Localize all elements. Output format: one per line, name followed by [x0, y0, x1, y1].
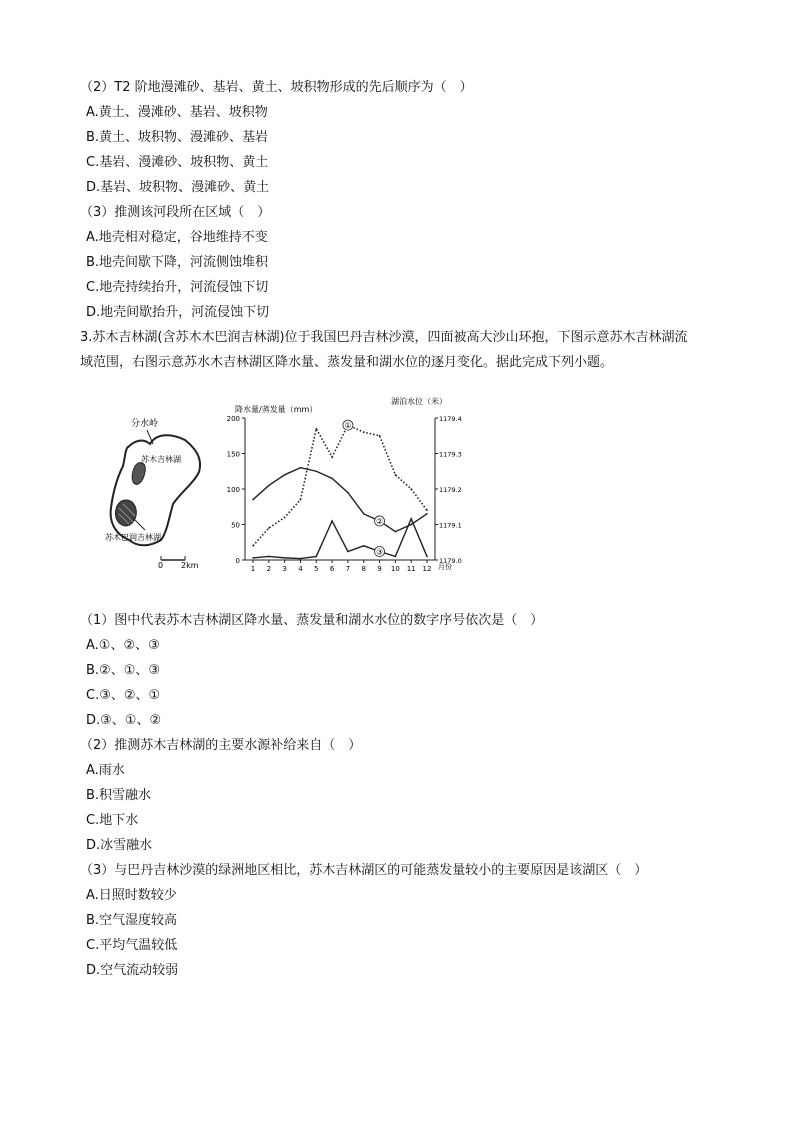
option-a[interactable]: A.雨水 — [86, 763, 125, 778]
lake-sumujilin — [132, 463, 145, 485]
x-tick-label: 12 — [422, 565, 432, 573]
series-2-point — [395, 531, 397, 533]
x-tick-label: 6 — [329, 565, 335, 573]
left-tick-label: 50 — [231, 521, 240, 530]
scale-2km: 2km — [181, 561, 199, 570]
figure — [95, 388, 465, 578]
option-c[interactable]: C.地壳持续抬升，河流侵蚀下切 — [86, 280, 269, 295]
series-1-point — [395, 474, 397, 476]
series-1-point — [315, 428, 317, 430]
series-2-label: ② — [375, 516, 384, 526]
option-c[interactable]: C.平均气温较低 — [86, 938, 178, 953]
lake2-label: 苏木巴润吉林湖 — [105, 533, 161, 542]
question-2-stem: （2）T2 阶地漫滩砂、基岩、黄土、坡积物形成的先后顺序为（ ） — [80, 80, 473, 95]
problem-3-intro-line1: 3.苏木吉林湖(含苏木木巴润吉林湖)位于我国巴丹吉林沙漠，四面被高大沙山环抱，下图示意苏木吉林湖流 — [80, 330, 688, 345]
series-3-point — [426, 556, 428, 558]
scale-0: 0 — [158, 561, 164, 570]
option-b[interactable]: B.地壳间歇下降，河流侧蚀堆积 — [86, 255, 269, 270]
series-line-3 — [253, 516, 427, 559]
series-3-point — [331, 520, 333, 522]
series-1-point — [284, 517, 286, 519]
option-d[interactable]: D.地壳间歇抬升，河流侵蚀下切 — [86, 305, 270, 320]
series-3-point — [300, 558, 302, 560]
series-3-point — [395, 556, 397, 558]
basin-map — [105, 417, 200, 570]
series-1-point — [331, 456, 333, 458]
x-tick-label: 9 — [377, 565, 382, 573]
x-tick-label: 3 — [282, 565, 287, 573]
series-2-point — [268, 485, 270, 487]
option-d[interactable]: D.基岩、坡积物、漫滩砂、黄土 — [86, 180, 270, 195]
series-3-point — [347, 551, 349, 553]
series-1-point — [300, 499, 302, 501]
option-a[interactable]: A.日照时数较少 — [86, 888, 177, 903]
x-tick-label: 8 — [361, 565, 366, 573]
series-3-point — [252, 557, 254, 559]
left-tick-label: 200 — [226, 415, 240, 423]
option-b[interactable]: B.黄土、坡积物、漫滩砂、基岩 — [86, 130, 269, 145]
right-tick-label: 1179.4 — [439, 415, 462, 423]
option-d[interactable]: D.③、①、② — [86, 713, 162, 728]
series-1-point — [268, 527, 270, 529]
option-c[interactable]: C.地下水 — [86, 813, 139, 828]
series-2-point — [363, 513, 365, 515]
series-2-point — [315, 470, 317, 472]
watershed-boundary — [111, 435, 200, 545]
option-a[interactable]: A.黄土、漫滩砂、基岩、坡积物 — [86, 105, 268, 120]
series-1-label: ① — [344, 421, 352, 431]
option-b[interactable]: B.空气湿度较高 — [86, 913, 178, 928]
option-b[interactable]: B.积雪融水 — [86, 788, 152, 803]
problem-3-intro-line2: 域范围，右图示意苏水木吉林湖区降水量、蒸发量和湖水位的逐月变化。据此完成下列小题。 — [80, 355, 614, 370]
option-a[interactable]: A.地壳相对稳定，谷地维持不变 — [86, 230, 268, 245]
x-tick-label: 5 — [314, 565, 319, 573]
series-3-point — [363, 545, 365, 547]
lake2-pointer — [133, 518, 145, 530]
series-2-point — [426, 513, 428, 515]
series-3-point — [268, 556, 270, 558]
question-3-stem: （3）与巴丹吉林沙漠的绿洲地区相比，苏木吉林湖区的可能蒸发量较小的主要原因是该湖区（ ） — [80, 863, 648, 878]
series-2-point — [284, 474, 286, 476]
right-axis-title: 湖泊水位（米） — [391, 397, 447, 406]
series-2-point — [410, 524, 412, 526]
x-unit-label: 月份 — [438, 563, 452, 571]
x-tick-label: 1 — [250, 565, 256, 573]
divide-label: 分水岭 — [131, 419, 159, 429]
figure-svg — [95, 388, 465, 578]
series-1-point — [363, 431, 365, 433]
lake-barun — [115, 500, 136, 526]
series-3-point — [315, 556, 317, 558]
lake1-label: 苏木吉林湖 — [141, 455, 181, 464]
left-tick-label: 100 — [226, 486, 240, 494]
series-2-point — [331, 478, 333, 480]
left-axis-title: 降水量/蒸发量（mm） — [235, 405, 318, 414]
right-tick-label: 1179.1 — [439, 521, 462, 530]
series-2-point — [300, 467, 302, 469]
series-1-point — [379, 435, 381, 437]
question-1-stem: （1）图中代表苏木吉林湖区降水量、蒸发量和湖水水位的数字序号依次是（ ） — [80, 613, 544, 628]
x-tick-label: 2 — [266, 565, 272, 573]
right-tick-label: 1179.0 — [439, 557, 462, 565]
option-c[interactable]: C.③、②、① — [86, 688, 161, 703]
question-3-stem: （3）推测该河段所在区域（ ） — [80, 205, 271, 220]
x-tick-label: 4 — [298, 565, 303, 573]
option-c[interactable]: C.基岩、漫滩砂、坡积物、黄土 — [86, 155, 269, 170]
option-d[interactable]: D.冰雪融水 — [86, 838, 153, 853]
x-tick-label: 7 — [345, 565, 351, 573]
series-2-point — [252, 499, 254, 501]
series-2-point — [347, 492, 349, 494]
series-3-label: ③ — [375, 547, 384, 557]
climate-chart — [227, 396, 462, 573]
series-1-point — [252, 545, 254, 547]
option-d[interactable]: D.空气流动较弱 — [86, 963, 179, 978]
left-tick-label: 0 — [235, 557, 240, 565]
x-tick-label: 10 — [390, 565, 400, 573]
series-1-point — [426, 510, 428, 512]
option-a[interactable]: A.①、②、③ — [86, 638, 160, 653]
series-3-point — [410, 518, 412, 520]
right-tick-label: 1179.3 — [439, 450, 462, 459]
left-tick-label: 150 — [226, 450, 240, 459]
option-b[interactable]: B.②、①、③ — [86, 663, 161, 678]
right-tick-label: 1179.2 — [439, 486, 462, 494]
x-tick-label: 11 — [406, 565, 416, 573]
series-1-point — [410, 488, 412, 490]
series-3-point — [284, 557, 286, 559]
question-2-stem: （2）推测苏木吉林湖的主要水源补给来自（ ） — [80, 738, 362, 753]
